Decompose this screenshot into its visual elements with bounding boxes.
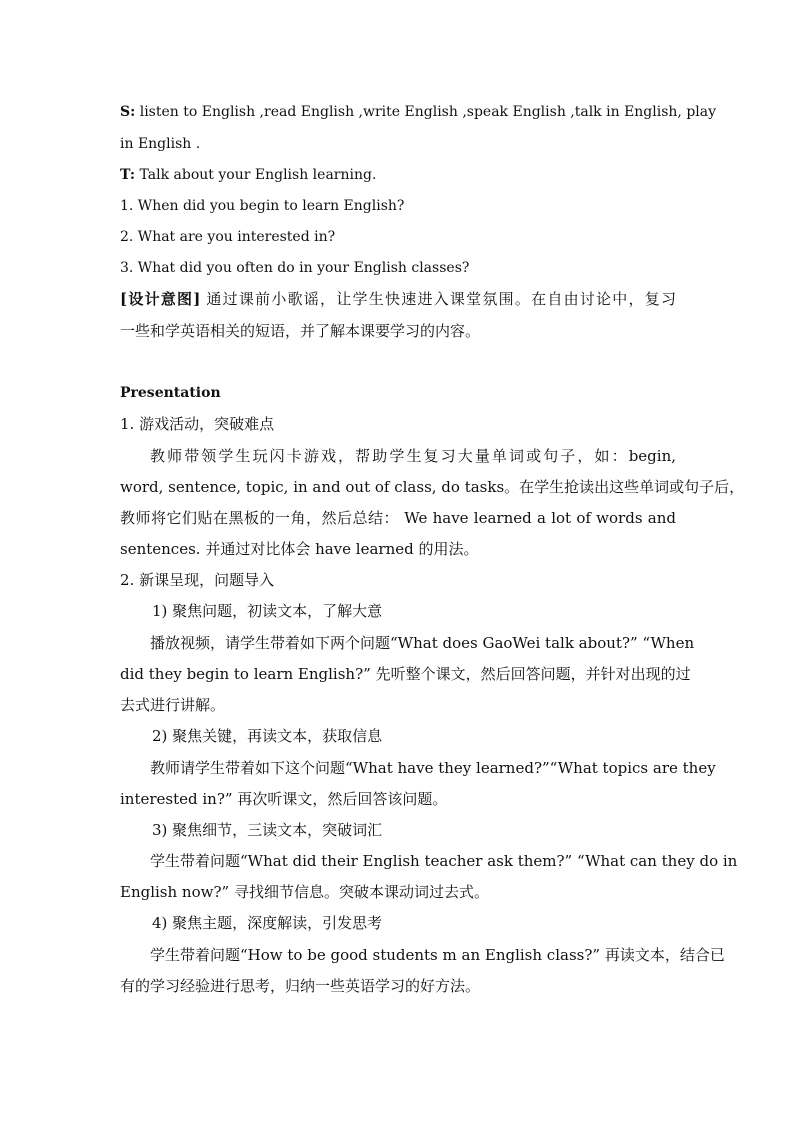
step-1-title: 1) 聚焦问题，初读文本，了解大意 <box>152 602 383 620</box>
step-1-line-3: 去式进行讲解。 <box>120 696 226 714</box>
student-phrases-line-2: in English . <box>120 136 201 152</box>
step-2-line-1: 教师请学生带着如下这个问题“What have they learned?”“What topics are they <box>150 759 716 777</box>
design-intent-label: [设计意图] <box>120 290 201 308</box>
section-1-line-1: 教师带领学生玩闪卡游戏，帮助学生复习大量单词或句子，如：begin, <box>150 447 676 465</box>
question-1: 1. When did you begin to learn English? <box>120 198 405 214</box>
section-1-line-3: 教师将它们贴在黑板的一角，然后总结： We have learned a lot of words and <box>120 509 676 527</box>
student-phrases-line-1 <box>120 101 717 123</box>
section-2-title: 2. 新课呈现，问题导入 <box>120 571 275 589</box>
step-1-line-2: did they begin to learn English?” 先听整个课文，然后回答问题，并针对出现的过 <box>120 665 691 683</box>
design-intent-text: 通过课前小歌谣，让学生快速进入课堂氛围。在自由讨论中，复习 <box>200 290 676 308</box>
design-intent-line-2: 一些和学英语相关的短语，并了解本课要学习的内容。 <box>120 322 481 340</box>
step-3-line-2: English now?” 寻找细节信息。突破本课动词过去式。 <box>120 883 489 901</box>
teacher-line <box>120 164 676 186</box>
question-2: 2. What are you interested in? <box>120 229 336 245</box>
step-4-line-2: 有的学习经验进行思考，归纳一些英语学习的好方法。 <box>120 977 481 995</box>
section-1-title: 1. 游戏活动，突破难点 <box>120 415 275 433</box>
step-2-line-2: interested in?” 再次听课文，然后回答该问题。 <box>120 790 448 808</box>
section-1-line-4: sentences. 并通过对比体会 have learned 的用法。 <box>120 540 479 558</box>
design-intent-line-1 <box>120 288 676 310</box>
section-1-line-2: word, sentence, topic, in and out of class, do tasks。在学生抢读出这些单词或句子后， <box>120 478 745 496</box>
step-3-title: 3) 聚焦细节，三读文本，突破词汇 <box>152 821 383 839</box>
presentation-heading: Presentation <box>120 385 221 401</box>
step-3-line-1: 学生带着问题“What did their English teacher ask them?” “What can they do in <box>150 852 738 870</box>
step-2-title: 2) 聚焦关键，再读文本，获取信息 <box>152 727 383 745</box>
step-1-line-1: 播放视频，请学生带着如下两个问题“What does GaoWei talk about?” “When <box>150 634 695 652</box>
speaker-t-label: T: <box>120 167 136 183</box>
student-phrases-text: listen to English ,read English ,write English ,speak English ,talk in English, play <box>135 104 717 120</box>
teacher-text: Talk about your English learning. <box>135 167 377 183</box>
step-4-title: 4) 聚焦主题，深度解读，引发思考 <box>152 914 383 932</box>
step-4-line-1: 学生带着问题“How to be good students m an English class?” 再读文本，结合已 <box>150 946 725 964</box>
speaker-s-label: S: <box>120 104 136 120</box>
question-3: 3. What did you often do in your English classes? <box>120 260 470 276</box>
